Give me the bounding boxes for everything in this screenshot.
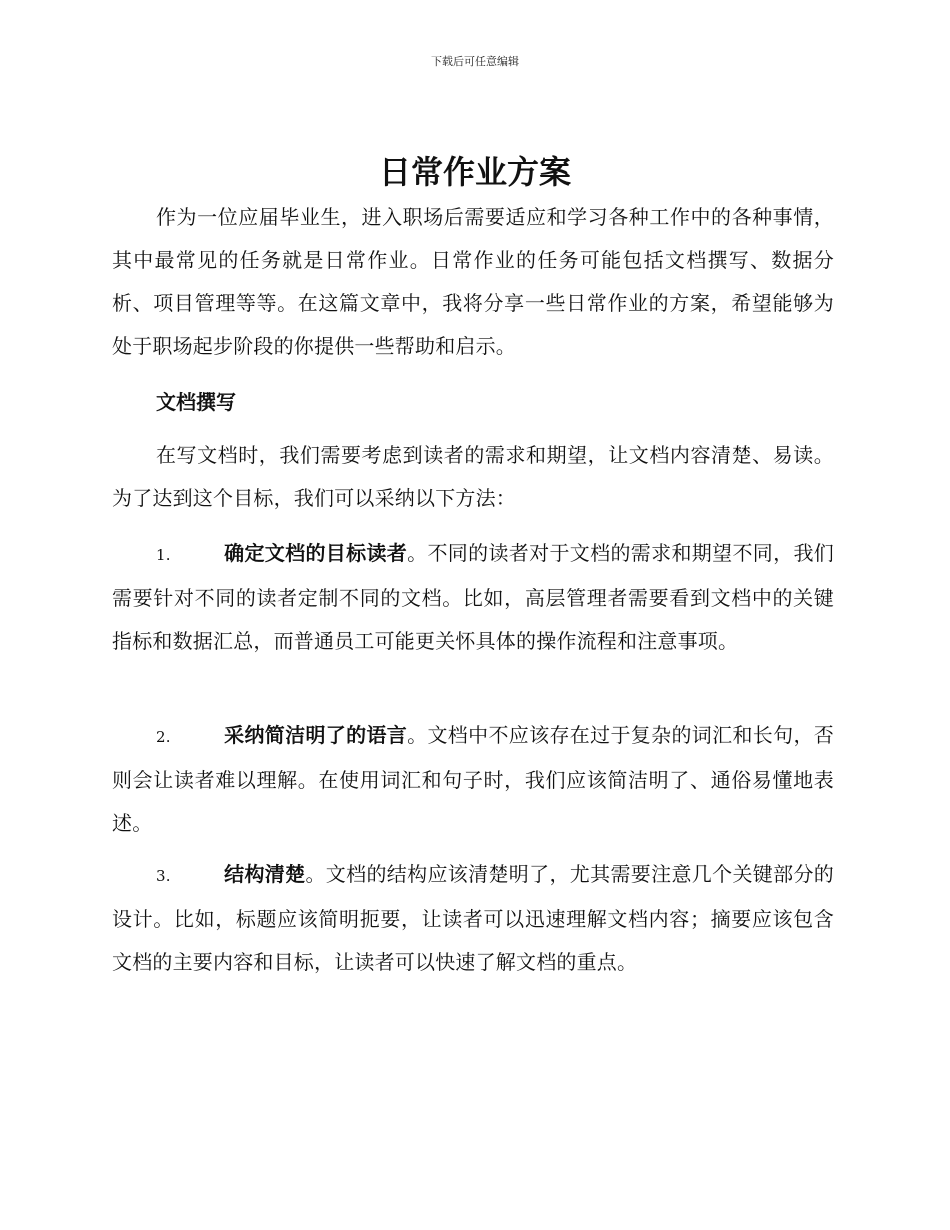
list-item-1 xyxy=(112,532,834,663)
intro-paragraph: 作为一位应届毕业生，进入职场后需要适应和学习各种工作中的各种事情，其中最常见的任务就是日常作业。日常作业的任务可能包括文档撰写、数据分析、项目管理等等。在这篇文章中，我将分享一些日常作业的方案，希望能够为处于职场起步阶段的你提供一些帮助和启示。 xyxy=(112,205,834,358)
list-number: 3. xyxy=(156,867,171,885)
list-item-text: 。文档的结构应该清楚明了，尤其需要注意几个关键部分的设计。比如，标题应该简明扼要，让读者可以迅速理解文档内容；摘要应该包含文档的主要内容和目标，让读者可以快速了解文档的重点。 xyxy=(112,862,834,974)
list-item-3 xyxy=(112,853,834,984)
list-item-2 xyxy=(112,714,834,845)
list-number: 1. xyxy=(156,546,171,564)
list-item-text: 。不同的读者对于文档的需求和期望不同，我们需要针对不同的读者定制不同的文档。比如，高层管理者需要看到文档中的关键指标和数据汇总，而普通员工可能更关怀具体的操作流程和注意事项。 xyxy=(112,541,834,653)
list-item-lead: 结构清楚 xyxy=(224,862,306,886)
section-paragraph: 在写文档时，我们需要考虑到读者的需求和期望，让文档内容清楚、易读。为了达到这个目标，我们可以采纳以下方法： xyxy=(112,443,834,510)
list-item-lead: 采纳简洁明了的语言 xyxy=(224,723,408,747)
list-item-lead: 确定文档的目标读者 xyxy=(224,541,408,565)
list-number: 2. xyxy=(156,728,171,746)
section-heading: 文档撰写 xyxy=(156,390,236,414)
list-item-text: 。文档中不应该存在过于复杂的词汇和长句，否则会让读者难以理解。在使用词汇和句子时，我们应该简洁明了、通俗易懂地表述。 xyxy=(112,723,834,835)
page-header-note: 下载后可任意编辑 xyxy=(431,55,519,68)
document-title: 日常作业方案 xyxy=(378,153,571,191)
